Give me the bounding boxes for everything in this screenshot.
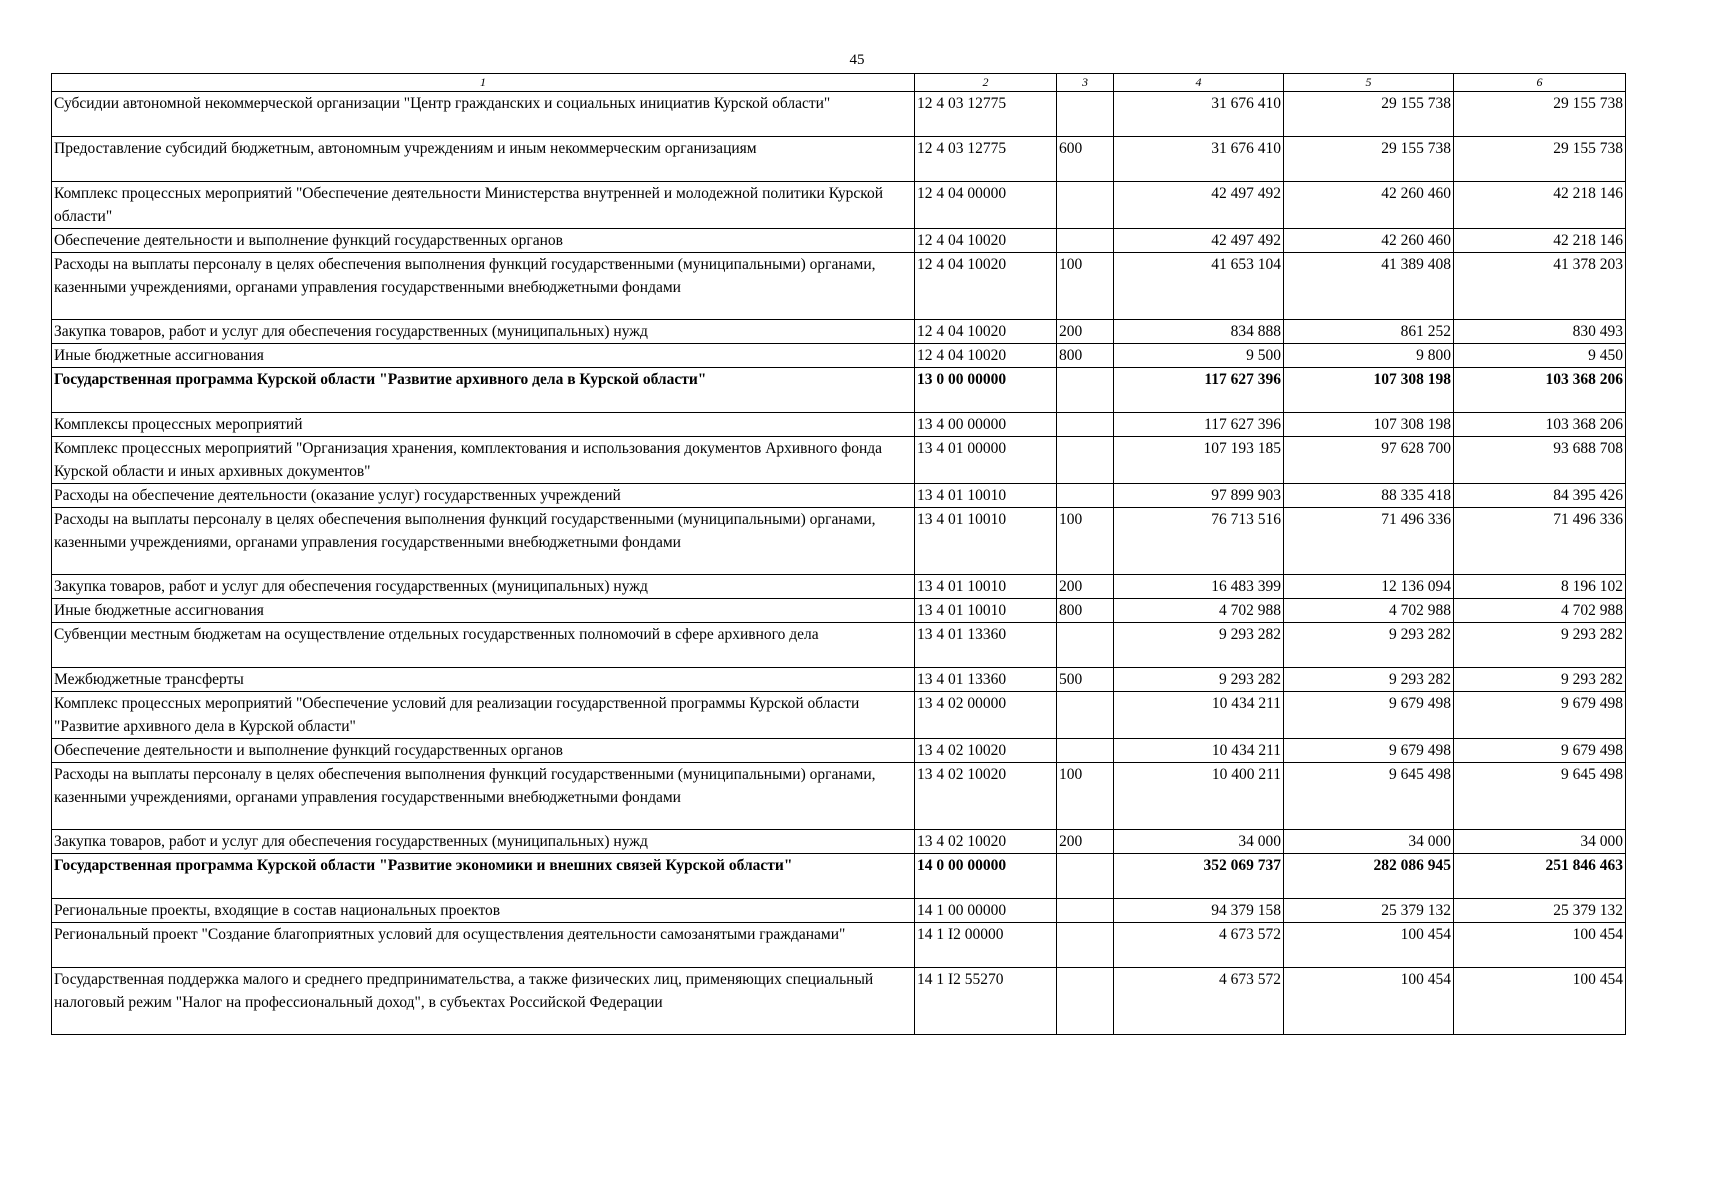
row-value-2024: 76 713 516 bbox=[1114, 508, 1284, 575]
row-code: 13 4 01 10010 bbox=[915, 484, 1057, 508]
row-name: Региональные проекты, входящие в состав национальных проектов bbox=[52, 899, 915, 923]
row-name: Комплекс процессных мероприятий "Организация хранения, комплектования и использования документов Архивного фонда Курской области и иных архивных документов" bbox=[52, 437, 915, 484]
row-code: 13 4 00 00000 bbox=[915, 413, 1057, 437]
row-name: Иные бюджетные ассигнования bbox=[52, 344, 915, 368]
row-value-2025: 861 252 bbox=[1284, 320, 1454, 344]
row-value-2025: 107 308 198 bbox=[1284, 368, 1454, 413]
row-value-2026: 71 496 336 bbox=[1454, 508, 1626, 575]
row-code: 13 4 02 00000 bbox=[915, 692, 1057, 739]
budget-table bbox=[51, 73, 1626, 1035]
table-row bbox=[52, 854, 1626, 899]
row-value-2026: 103 368 206 bbox=[1454, 368, 1626, 413]
row-expense-type: 200 bbox=[1057, 830, 1114, 854]
row-value-2025: 29 155 738 bbox=[1284, 137, 1454, 182]
table-body bbox=[52, 92, 1626, 1035]
row-value-2026: 9 293 282 bbox=[1454, 623, 1626, 668]
row-value-2024: 31 676 410 bbox=[1114, 137, 1284, 182]
row-value-2024: 352 069 737 bbox=[1114, 854, 1284, 899]
row-name: Обеспечение деятельности и выполнение функций государственных органов bbox=[52, 739, 915, 763]
row-value-2024: 107 193 185 bbox=[1114, 437, 1284, 484]
row-value-2025: 4 702 988 bbox=[1284, 599, 1454, 623]
row-code: 13 4 01 13360 bbox=[915, 668, 1057, 692]
row-name: Обеспечение деятельности и выполнение функций государственных органов bbox=[52, 229, 915, 253]
row-value-2024: 41 653 104 bbox=[1114, 253, 1284, 320]
row-value-2025: 34 000 bbox=[1284, 830, 1454, 854]
row-code: 12 4 03 12775 bbox=[915, 92, 1057, 137]
row-expense-type bbox=[1057, 182, 1114, 229]
row-value-2026: 9 679 498 bbox=[1454, 739, 1626, 763]
row-value-2026: 100 454 bbox=[1454, 923, 1626, 968]
row-value-2025: 9 800 bbox=[1284, 344, 1454, 368]
row-value-2024: 31 676 410 bbox=[1114, 92, 1284, 137]
row-code: 12 4 04 10020 bbox=[915, 344, 1057, 368]
table-row bbox=[52, 368, 1626, 413]
row-expense-type: 600 bbox=[1057, 137, 1114, 182]
row-value-2026: 103 368 206 bbox=[1454, 413, 1626, 437]
row-value-2026: 9 450 bbox=[1454, 344, 1626, 368]
row-name: Иные бюджетные ассигнования bbox=[52, 599, 915, 623]
table-row bbox=[52, 437, 1626, 484]
row-name: Субсидии автономной некоммерческой организации "Центр гражданских и социальных инициатив Курской области" bbox=[52, 92, 915, 137]
row-value-2026: 29 155 738 bbox=[1454, 92, 1626, 137]
row-value-2026: 29 155 738 bbox=[1454, 137, 1626, 182]
row-value-2024: 4 702 988 bbox=[1114, 599, 1284, 623]
row-value-2024: 42 497 492 bbox=[1114, 182, 1284, 229]
row-value-2025: 107 308 198 bbox=[1284, 413, 1454, 437]
row-expense-type: 100 bbox=[1057, 253, 1114, 320]
table-row bbox=[52, 320, 1626, 344]
row-name: Расходы на выплаты персоналу в целях обеспечения выполнения функций государственными (муниципальными) органами, казенными учреждениями, органами управления государственными внебюджетными фондами bbox=[52, 763, 915, 830]
row-name: Расходы на обеспечение деятельности (оказание услуг) государственных учреждений bbox=[52, 484, 915, 508]
row-value-2026: 42 218 146 bbox=[1454, 229, 1626, 253]
row-value-2026: 42 218 146 bbox=[1454, 182, 1626, 229]
row-expense-type: 500 bbox=[1057, 668, 1114, 692]
row-value-2025: 71 496 336 bbox=[1284, 508, 1454, 575]
row-expense-type: 100 bbox=[1057, 763, 1114, 830]
row-name: Комплекс процессных мероприятий "Обеспечение деятельности Министерства внутренней и молодежной политики Курской области" bbox=[52, 182, 915, 229]
row-value-2026: 41 378 203 bbox=[1454, 253, 1626, 320]
header-cell-2: 2 bbox=[915, 74, 1057, 92]
row-expense-type bbox=[1057, 368, 1114, 413]
table-row bbox=[52, 692, 1626, 739]
row-value-2026: 25 379 132 bbox=[1454, 899, 1626, 923]
row-value-2025: 9 293 282 bbox=[1284, 668, 1454, 692]
row-value-2026: 830 493 bbox=[1454, 320, 1626, 344]
row-code: 12 4 03 12775 bbox=[915, 137, 1057, 182]
table-row bbox=[52, 599, 1626, 623]
row-name: Государственная программа Курской области "Развитие экономики и внешних связей Курской области" bbox=[52, 854, 915, 899]
row-code: 12 4 04 10020 bbox=[915, 253, 1057, 320]
table-row bbox=[52, 508, 1626, 575]
header-cell-1: 1 bbox=[52, 74, 915, 92]
row-value-2026: 9 293 282 bbox=[1454, 668, 1626, 692]
row-expense-type bbox=[1057, 229, 1114, 253]
row-expense-type bbox=[1057, 899, 1114, 923]
row-value-2026: 9 645 498 bbox=[1454, 763, 1626, 830]
table-row bbox=[52, 623, 1626, 668]
row-value-2026: 93 688 708 bbox=[1454, 437, 1626, 484]
row-value-2025: 25 379 132 bbox=[1284, 899, 1454, 923]
table-row bbox=[52, 968, 1626, 1035]
row-value-2026: 251 846 463 bbox=[1454, 854, 1626, 899]
row-code: 12 4 04 00000 bbox=[915, 182, 1057, 229]
row-expense-type bbox=[1057, 692, 1114, 739]
table-row bbox=[52, 763, 1626, 830]
table-row bbox=[52, 229, 1626, 253]
row-value-2024: 4 673 572 bbox=[1114, 923, 1284, 968]
row-value-2024: 9 293 282 bbox=[1114, 623, 1284, 668]
row-value-2026: 8 196 102 bbox=[1454, 575, 1626, 599]
header-cell-3: 3 bbox=[1057, 74, 1114, 92]
row-value-2025: 9 679 498 bbox=[1284, 739, 1454, 763]
row-name: Предоставление субсидий бюджетным, автономным учреждениям и иным некоммерческим организациям bbox=[52, 137, 915, 182]
row-value-2024: 9 293 282 bbox=[1114, 668, 1284, 692]
table-row bbox=[52, 923, 1626, 968]
row-name: Комплекс процессных мероприятий "Обеспечение условий для реализации государственной программы Курской области "Развитие архивного дела в Курской области" bbox=[52, 692, 915, 739]
row-value-2025: 9 293 282 bbox=[1284, 623, 1454, 668]
row-name: Межбюджетные трансферты bbox=[52, 668, 915, 692]
row-expense-type bbox=[1057, 437, 1114, 484]
row-value-2025: 100 454 bbox=[1284, 923, 1454, 968]
row-value-2025: 9 645 498 bbox=[1284, 763, 1454, 830]
row-value-2024: 34 000 bbox=[1114, 830, 1284, 854]
row-expense-type bbox=[1057, 854, 1114, 899]
page-number: 45 bbox=[849, 52, 865, 68]
row-value-2026: 9 679 498 bbox=[1454, 692, 1626, 739]
row-value-2024: 97 899 903 bbox=[1114, 484, 1284, 508]
row-value-2024: 10 400 211 bbox=[1114, 763, 1284, 830]
row-name: Закупка товаров, работ и услуг для обеспечения государственных (муниципальных) нужд bbox=[52, 575, 915, 599]
row-value-2024: 16 483 399 bbox=[1114, 575, 1284, 599]
row-code: 14 1 00 00000 bbox=[915, 899, 1057, 923]
row-code: 13 4 01 10010 bbox=[915, 575, 1057, 599]
row-value-2026: 84 395 426 bbox=[1454, 484, 1626, 508]
row-code: 12 4 04 10020 bbox=[915, 229, 1057, 253]
row-name: Расходы на выплаты персоналу в целях обеспечения выполнения функций государственными (муниципальными) органами, казенными учреждениями, органами управления государственными внебюджетными фондами bbox=[52, 508, 915, 575]
table-row bbox=[52, 344, 1626, 368]
row-name: Расходы на выплаты персоналу в целях обеспечения выполнения функций государственными (муниципальными) органами, казенными учреждениями, органами управления государственными внебюджетными фондами bbox=[52, 253, 915, 320]
row-code: 13 4 01 13360 bbox=[915, 623, 1057, 668]
row-name: Региональный проект "Создание благоприятных условий для осуществления деятельности самозанятыми гражданами" bbox=[52, 923, 915, 968]
table-row bbox=[52, 830, 1626, 854]
header-cell-6: 6 bbox=[1454, 74, 1626, 92]
row-value-2025: 88 335 418 bbox=[1284, 484, 1454, 508]
row-code: 12 4 04 10020 bbox=[915, 320, 1057, 344]
row-expense-type bbox=[1057, 92, 1114, 137]
row-expense-type bbox=[1057, 413, 1114, 437]
row-code: 13 4 01 10010 bbox=[915, 599, 1057, 623]
table-row bbox=[52, 739, 1626, 763]
row-value-2025: 29 155 738 bbox=[1284, 92, 1454, 137]
row-expense-type: 100 bbox=[1057, 508, 1114, 575]
row-value-2024: 117 627 396 bbox=[1114, 413, 1284, 437]
row-code: 14 1 I2 55270 bbox=[915, 968, 1057, 1035]
row-code: 13 4 02 10020 bbox=[915, 763, 1057, 830]
row-value-2025: 42 260 460 bbox=[1284, 229, 1454, 253]
row-value-2026: 100 454 bbox=[1454, 968, 1626, 1035]
table-row bbox=[52, 137, 1626, 182]
row-code: 13 4 02 10020 bbox=[915, 830, 1057, 854]
table-row bbox=[52, 899, 1626, 923]
row-value-2024: 117 627 396 bbox=[1114, 368, 1284, 413]
row-expense-type bbox=[1057, 484, 1114, 508]
row-expense-type: 800 bbox=[1057, 344, 1114, 368]
row-value-2025: 97 628 700 bbox=[1284, 437, 1454, 484]
row-expense-type: 200 bbox=[1057, 320, 1114, 344]
row-expense-type bbox=[1057, 739, 1114, 763]
row-value-2026: 4 702 988 bbox=[1454, 599, 1626, 623]
row-value-2025: 41 389 408 bbox=[1284, 253, 1454, 320]
row-value-2025: 42 260 460 bbox=[1284, 182, 1454, 229]
row-expense-type bbox=[1057, 923, 1114, 968]
row-value-2024: 10 434 211 bbox=[1114, 692, 1284, 739]
row-value-2025: 12 136 094 bbox=[1284, 575, 1454, 599]
row-code: 13 0 00 00000 bbox=[915, 368, 1057, 413]
row-name: Закупка товаров, работ и услуг для обеспечения государственных (муниципальных) нужд bbox=[52, 830, 915, 854]
header-cell-4: 4 bbox=[1114, 74, 1284, 92]
row-expense-type: 800 bbox=[1057, 599, 1114, 623]
row-expense-type bbox=[1057, 968, 1114, 1035]
row-name: Комплексы процессных мероприятий bbox=[52, 413, 915, 437]
row-expense-type: 200 bbox=[1057, 575, 1114, 599]
table-row bbox=[52, 182, 1626, 229]
row-value-2025: 100 454 bbox=[1284, 968, 1454, 1035]
row-code: 13 4 01 10010 bbox=[915, 508, 1057, 575]
row-value-2025: 9 679 498 bbox=[1284, 692, 1454, 739]
row-name: Государственная программа Курской области "Развитие архивного дела в Курской области" bbox=[52, 368, 915, 413]
row-value-2024: 834 888 bbox=[1114, 320, 1284, 344]
row-name: Государственная поддержка малого и среднего предпринимательства, а также физических лиц, применяющих специальный налоговый режим "Налог на профессиональный доход", в субъектах Российской Федерации bbox=[52, 968, 915, 1035]
row-value-2024: 4 673 572 bbox=[1114, 968, 1284, 1035]
table-row bbox=[52, 668, 1626, 692]
table-row bbox=[52, 413, 1626, 437]
table-row bbox=[52, 484, 1626, 508]
row-code: 14 0 00 00000 bbox=[915, 854, 1057, 899]
row-code: 13 4 01 00000 bbox=[915, 437, 1057, 484]
row-value-2026: 34 000 bbox=[1454, 830, 1626, 854]
row-code: 14 1 I2 00000 bbox=[915, 923, 1057, 968]
row-value-2025: 282 086 945 bbox=[1284, 854, 1454, 899]
row-name: Закупка товаров, работ и услуг для обеспечения государственных (муниципальных) нужд bbox=[52, 320, 915, 344]
table-row bbox=[52, 92, 1626, 137]
row-code: 13 4 02 10020 bbox=[915, 739, 1057, 763]
row-value-2024: 9 500 bbox=[1114, 344, 1284, 368]
row-expense-type bbox=[1057, 623, 1114, 668]
row-value-2024: 94 379 158 bbox=[1114, 899, 1284, 923]
header-row bbox=[52, 74, 1626, 92]
row-value-2024: 10 434 211 bbox=[1114, 739, 1284, 763]
table-row bbox=[52, 575, 1626, 599]
row-name: Субвенции местным бюджетам на осуществление отдельных государственных полномочий в сфере архивного дела bbox=[52, 623, 915, 668]
row-value-2024: 42 497 492 bbox=[1114, 229, 1284, 253]
table-row bbox=[52, 253, 1626, 320]
header-cell-5: 5 bbox=[1284, 74, 1454, 92]
